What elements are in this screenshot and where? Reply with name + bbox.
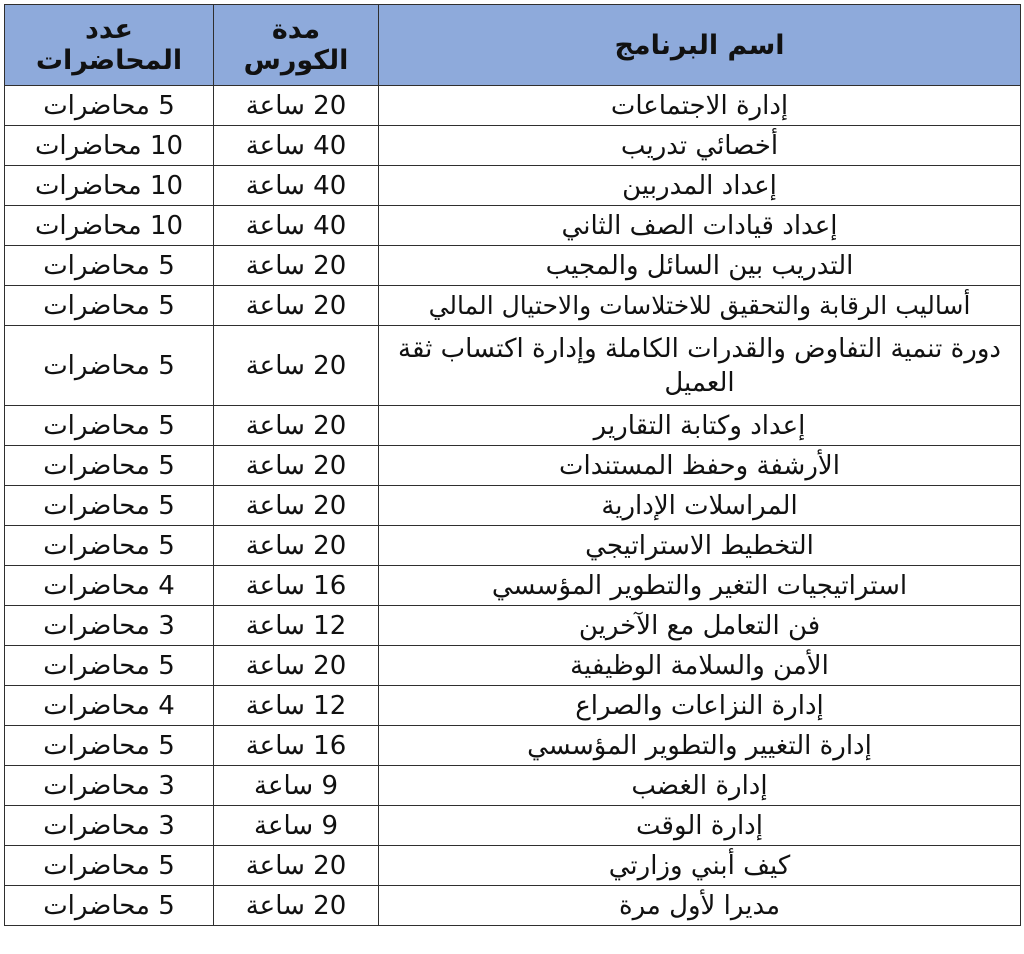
lectures-cell: 10 محاضرات [5, 206, 214, 246]
lectures-cell: 3 محاضرات [5, 766, 214, 806]
table-row [5, 526, 1021, 566]
program-name-cell: إدارة الاجتماعات [379, 86, 1021, 126]
header-program-name: اسم البرنامج [379, 5, 1021, 86]
duration-cell: 40 ساعة [214, 166, 379, 206]
table-row [5, 286, 1021, 326]
lectures-cell: 3 محاضرات [5, 606, 214, 646]
duration-cell: 12 ساعة [214, 686, 379, 726]
program-name-cell: الأمن والسلامة الوظيفية [379, 646, 1021, 686]
lectures-cell: 5 محاضرات [5, 726, 214, 766]
table-row [5, 486, 1021, 526]
lectures-cell: 4 محاضرات [5, 566, 214, 606]
table-row [5, 886, 1021, 926]
programs-table-wrapper [4, 4, 1021, 926]
header-course-duration: مدة الكورس [214, 5, 379, 86]
duration-cell: 20 ساعة [214, 526, 379, 566]
table-row [5, 406, 1021, 446]
duration-cell: 20 ساعة [214, 326, 379, 406]
duration-cell: 20 ساعة [214, 246, 379, 286]
table-row [5, 166, 1021, 206]
lectures-cell: 5 محاضرات [5, 286, 214, 326]
duration-cell: 20 ساعة [214, 406, 379, 446]
duration-cell: 20 ساعة [214, 486, 379, 526]
table-row [5, 126, 1021, 166]
program-name-cell: أساليب الرقابة والتحقيق للاختلاسات والاحتيال المالي [379, 286, 1021, 326]
program-name-cell: الأرشفة وحفظ المستندات [379, 446, 1021, 486]
programs-table [4, 4, 1021, 926]
duration-cell: 16 ساعة [214, 566, 379, 606]
program-name-cell: أخصائي تدريب [379, 126, 1021, 166]
program-name-cell: دورة تنمية التفاوض والقدرات الكاملة وإدارة اكتساب ثقة العميل [379, 326, 1021, 406]
program-name-cell: إدارة الغضب [379, 766, 1021, 806]
duration-cell: 40 ساعة [214, 126, 379, 166]
table-row [5, 646, 1021, 686]
lectures-cell: 5 محاضرات [5, 526, 214, 566]
duration-cell: 40 ساعة [214, 206, 379, 246]
table-row [5, 246, 1021, 286]
lectures-cell: 5 محاضرات [5, 646, 214, 686]
table-row [5, 846, 1021, 886]
table-header-row [5, 5, 1021, 86]
table-row [5, 606, 1021, 646]
lectures-cell: 3 محاضرات [5, 806, 214, 846]
table-row [5, 766, 1021, 806]
lectures-cell: 5 محاضرات [5, 86, 214, 126]
program-name-cell: إعداد المدربين [379, 166, 1021, 206]
program-name-cell: مديرا لأول مرة [379, 886, 1021, 926]
duration-cell: 20 ساعة [214, 886, 379, 926]
duration-cell: 20 ساعة [214, 846, 379, 886]
table-row [5, 726, 1021, 766]
program-name-cell: استراتيجيات التغير والتطوير المؤسسي [379, 566, 1021, 606]
lectures-cell: 4 محاضرات [5, 686, 214, 726]
duration-cell: 12 ساعة [214, 606, 379, 646]
program-name-cell: التدريب بين السائل والمجيب [379, 246, 1021, 286]
header-lecture-count: عدد المحاضرات [5, 5, 214, 86]
lectures-cell: 5 محاضرات [5, 886, 214, 926]
duration-cell: 16 ساعة [214, 726, 379, 766]
table-row [5, 686, 1021, 726]
table-row [5, 446, 1021, 486]
program-name-cell: كيف أبني وزارتي [379, 846, 1021, 886]
lectures-cell: 5 محاضرات [5, 246, 214, 286]
duration-cell: 9 ساعة [214, 766, 379, 806]
program-name-cell: فن التعامل مع الآخرين [379, 606, 1021, 646]
table-row [5, 566, 1021, 606]
lectures-cell: 5 محاضرات [5, 846, 214, 886]
lectures-cell: 10 محاضرات [5, 166, 214, 206]
lectures-cell: 5 محاضرات [5, 486, 214, 526]
table-row [5, 326, 1021, 406]
duration-cell: 9 ساعة [214, 806, 379, 846]
duration-cell: 20 ساعة [214, 446, 379, 486]
lectures-cell: 5 محاضرات [5, 406, 214, 446]
program-name-cell: إدارة النزاعات والصراع [379, 686, 1021, 726]
program-name-cell: إدارة الوقت [379, 806, 1021, 846]
table-row [5, 806, 1021, 846]
program-name-cell: المراسلات الإدارية [379, 486, 1021, 526]
table-row [5, 86, 1021, 126]
program-name-cell: التخطيط الاستراتيجي [379, 526, 1021, 566]
lectures-cell: 5 محاضرات [5, 326, 214, 406]
lectures-cell: 10 محاضرات [5, 126, 214, 166]
duration-cell: 20 ساعة [214, 286, 379, 326]
lectures-cell: 5 محاضرات [5, 446, 214, 486]
program-name-cell: إعداد وكتابة التقارير [379, 406, 1021, 446]
program-name-cell: إعداد قيادات الصف الثاني [379, 206, 1021, 246]
duration-cell: 20 ساعة [214, 646, 379, 686]
table-row [5, 206, 1021, 246]
duration-cell: 20 ساعة [214, 86, 379, 126]
program-name-cell: إدارة التغيير والتطوير المؤسسي [379, 726, 1021, 766]
